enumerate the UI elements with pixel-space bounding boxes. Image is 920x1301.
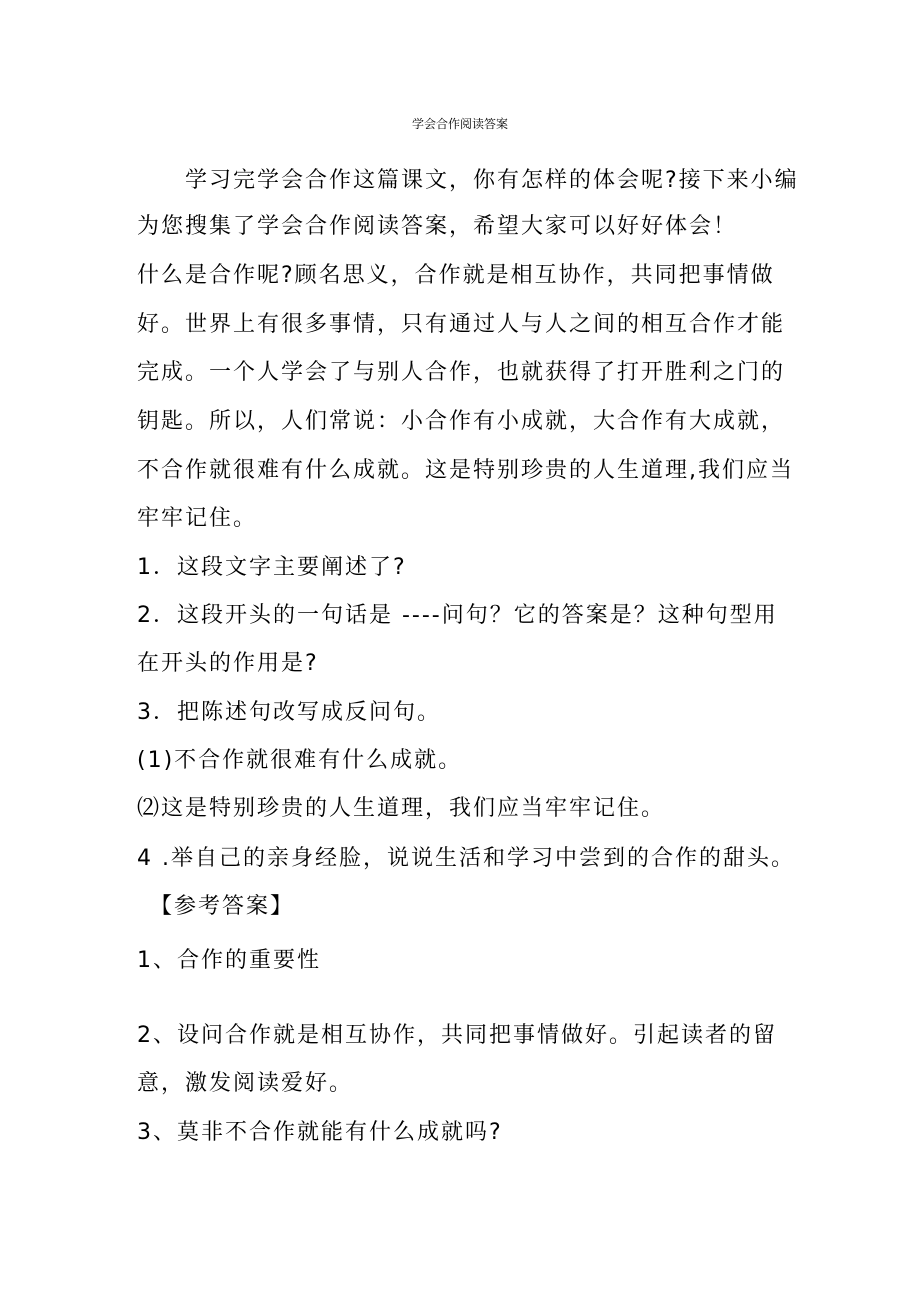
intro-line-2: 为您搜集了学会合作阅读答案，希望大家可以好好体会！ <box>137 214 738 239</box>
passage-line-3: 完成。一个人学会了与别人合作，也就获得了打开胜利之门的 <box>137 360 786 385</box>
intro-line-1: 学习完学会合作这篇课文，你有怎样的体会呢?接下来小编 <box>185 168 799 193</box>
document-title: 学会合作阅读答案 <box>411 117 508 131</box>
passage-line-2: 好。世界上有很多事情，只有通过人与人之间的相互合作才能 <box>137 312 786 337</box>
passage-line-5: 不合作就很难有什么成就。这是特别珍贵的人生道理,我们应当 <box>137 458 794 483</box>
passage-line-1: 什么是合作呢?顾名思义，合作就是相互协作，共同把事情做 <box>137 263 775 288</box>
answer-2-line-2: 意，激发阅读爱好。 <box>137 1071 354 1096</box>
question-2-line-2: 在开头的作用是? <box>137 651 319 676</box>
question-3-item-2: ⑵这是特别珍贵的人生道理，我们应当牢牢记住。 <box>137 796 666 821</box>
answers-heading: 【参考答案】 <box>150 894 295 919</box>
answer-3: 3、莫非不合作就能有什么成就吗? <box>137 1120 503 1145</box>
question-4: 4 .举自己的亲身经脸，说说生活和学习中尝到的合作的甜头。 <box>137 846 795 871</box>
answer-2-line-1: 2、设问合作就是相互协作，共同把事情做好。引起读者的留 <box>137 1023 777 1048</box>
question-3: 3．把陈述句改写成反问句。 <box>137 700 441 725</box>
passage-line-6: 牢牢记住。 <box>137 506 258 531</box>
answer-1: 1、合作的重要性 <box>137 948 321 973</box>
question-3-item-1: (1)不合作就很难有什么成就。 <box>137 748 463 773</box>
question-1: 1．这段文字主要阐述了? <box>137 555 407 580</box>
passage-line-4: 钥匙。所以，人们常说：小合作有小成就，大合作有大成就， <box>137 409 786 434</box>
question-2-line-1: 2．这段开头的一句话是 ----问句？它的答案是？这种句型用 <box>137 603 778 628</box>
